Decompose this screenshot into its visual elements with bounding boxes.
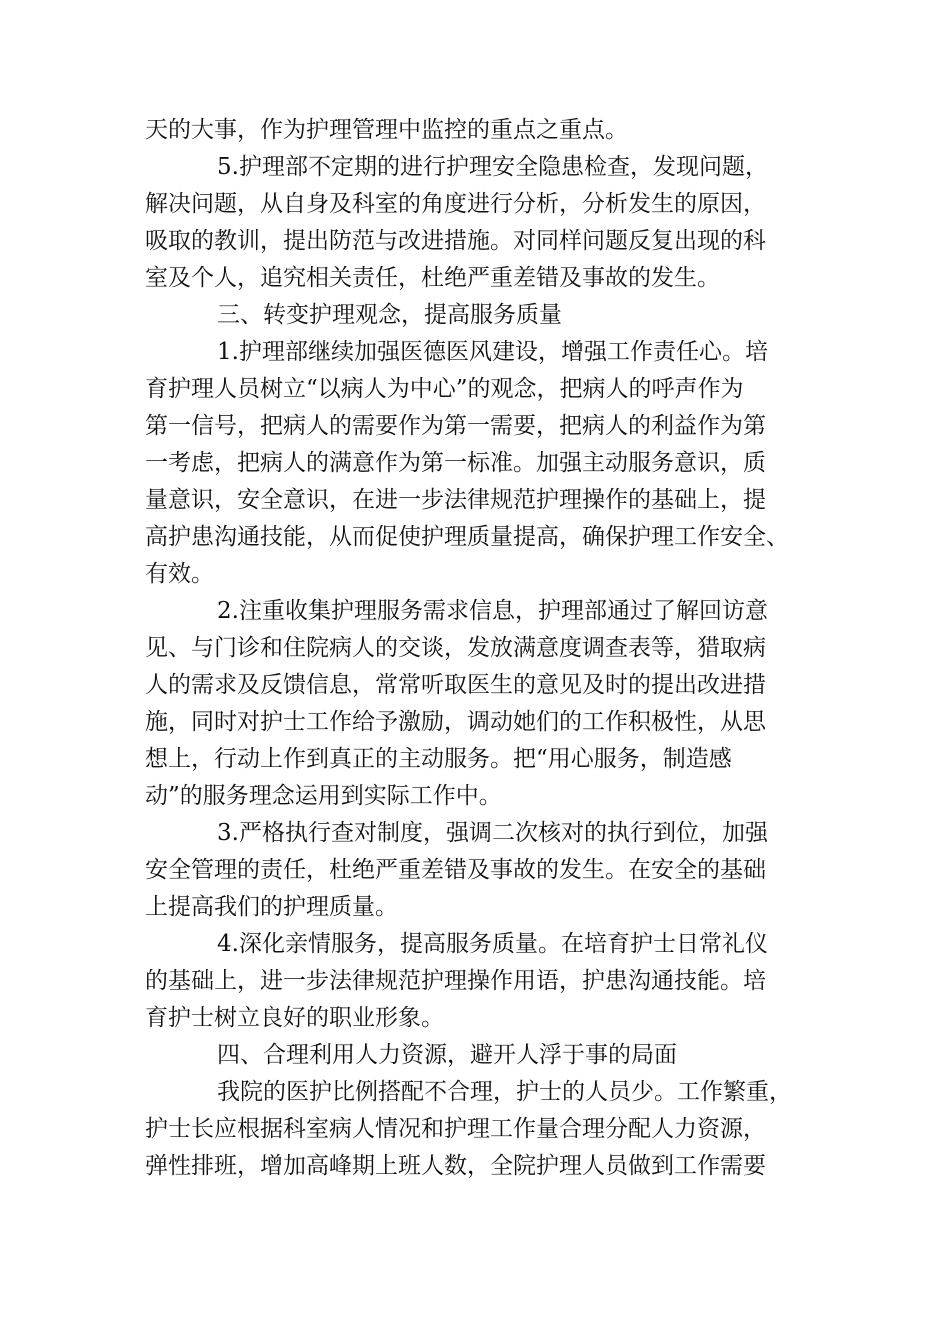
text-line: 量意识，安全意识，在进一步法律规范护理操作的基础上，提 xyxy=(145,487,766,513)
text-line: 上提高我们的护理质量。 xyxy=(145,894,398,920)
text-line: 一考虑，把病人的满意作为第一标准。加强主动服务意识，质 xyxy=(145,450,766,476)
section-heading: 三、转变护理观念，提高服务质量 xyxy=(217,302,562,328)
text-line: 的基础上，进一步法律规范护理操作用语，护患沟通技能。培 xyxy=(145,968,766,994)
paragraph-start-line: 1.护理部继续加强医德医风建设，增强工作责任心。培 xyxy=(217,339,768,365)
text-line: 高护患沟通技能，从而促使护理质量提高，确保护理工作安全、 xyxy=(145,524,789,550)
text-line: 天的大事，作为护理管理中监控的重点之重点。 xyxy=(145,117,628,143)
text-line: 第一信号，把病人的需要作为第一需要，把病人的利益作为第 xyxy=(145,413,766,439)
text-line: 想上，行动上作到真正的主动服务。把“用心服务，制造感 xyxy=(145,746,732,772)
text-line: 育护理人员树立“以病人为中心”的观念，把病人的呼声作为 xyxy=(145,376,744,402)
text-line: 动”的服务理念运用到实际工作中。 xyxy=(145,783,502,809)
text-line: 解决问题，从自身及科室的角度进行分析，分析发生的原因， xyxy=(145,191,766,217)
document-body xyxy=(145,112,805,1185)
section-heading: 四、合理利用人力资源，避开人浮于事的局面 xyxy=(217,1042,677,1068)
paragraph-start-line: 3.严格执行查对制度，强调二次核对的执行到位，加强 xyxy=(217,820,768,846)
text-line: 有效。 xyxy=(145,561,214,587)
text-line: 施，同时对护士工作给予激励，调动她们的工作积极性，从思 xyxy=(145,709,766,735)
text-line: 人的需求及反馈信息，常常听取医生的意见及时的提出改进措 xyxy=(145,672,766,698)
text-line: 安全管理的责任，杜绝严重差错及事故的发生。在安全的基础 xyxy=(145,857,766,883)
text-line: 吸取的教训，提出防范与改进措施。对同样问题反复出现的科 xyxy=(145,228,766,254)
text-line: 护士长应根据科室病人情况和护理工作量合理分配人力资源， xyxy=(145,1116,766,1142)
text-line: 弹性排班，增加高峰期上班人数，全院护理人员做到工作需要 xyxy=(145,1153,766,1179)
text-line: 育护士树立良好的职业形象。 xyxy=(145,1005,444,1031)
paragraph-start-line: 我院的医护比例搭配不合理，护士的人员少。工作繁重， xyxy=(217,1079,792,1105)
paragraph-start-line: 2.注重收集护理服务需求信息，护理部通过了解回访意 xyxy=(217,598,768,624)
paragraph-start-line: 4.深化亲情服务，提高服务质量。在培育护士日常礼仪 xyxy=(217,931,768,957)
paragraph-start-line: 5.护理部不定期的进行护理安全隐患检查，发现问题， xyxy=(217,154,768,180)
text-line: 室及个人，追究相关责任，杜绝严重差错及事故的发生。 xyxy=(145,265,720,291)
text-line: 见、与门诊和住院病人的交谈，发放满意度调查表等，猎取病 xyxy=(145,635,766,661)
